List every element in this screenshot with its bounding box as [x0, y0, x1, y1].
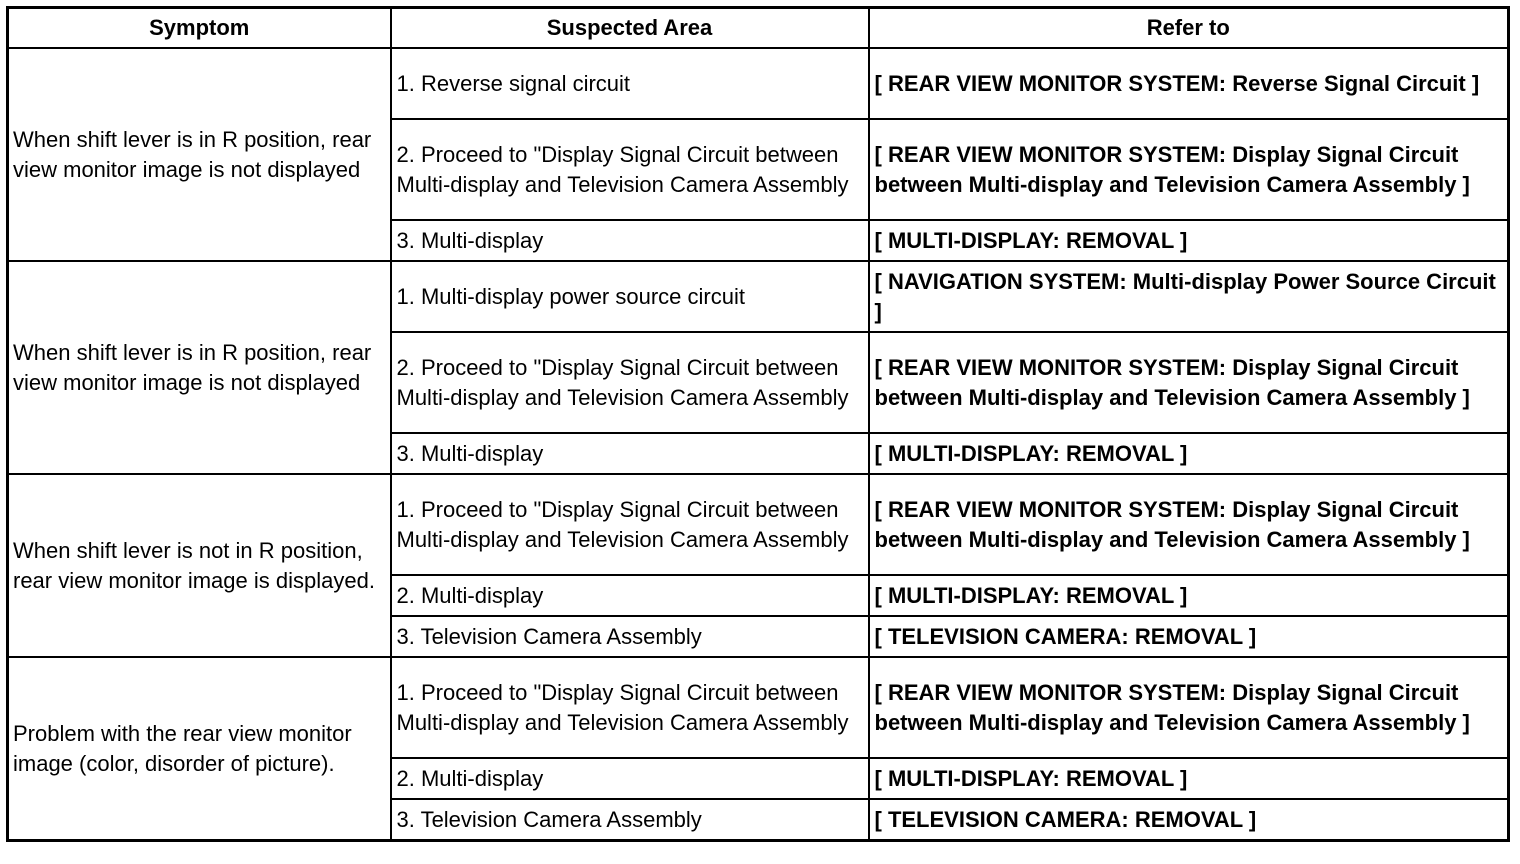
suspected-area-cell: 2. Proceed to "Display Signal Circuit between Multi-display and Television Camera Assembly	[391, 119, 869, 220]
refer-to-cell: [ REAR VIEW MONITOR SYSTEM: Display Signal Circuit between Multi-display and Television Camera Assembly ]	[869, 474, 1509, 575]
header-refer-to: Refer to	[869, 8, 1509, 49]
table-row	[8, 657, 1509, 758]
suspected-area-cell: 1. Multi-display power source circuit	[391, 261, 869, 332]
refer-to-cell: [ REAR VIEW MONITOR SYSTEM: Display Signal Circuit between Multi-display and Television Camera Assembly ]	[869, 119, 1509, 220]
symptom-cell: Problem with the rear view monitor image (color, disorder of picture).	[8, 657, 391, 841]
suspected-area-cell: 3. Television Camera Assembly	[391, 799, 869, 841]
refer-to-cell: [ REAR VIEW MONITOR SYSTEM: Display Signal Circuit between Multi-display and Television Camera Assembly ]	[869, 657, 1509, 758]
suspected-area-cell: 3. Multi-display	[391, 220, 869, 261]
suspected-area-cell: 1. Proceed to "Display Signal Circuit between Multi-display and Television Camera Assembly	[391, 657, 869, 758]
suspected-area-cell: 2. Proceed to "Display Signal Circuit between Multi-display and Television Camera Assembly	[391, 332, 869, 433]
diagnosis-table	[6, 6, 1510, 842]
header-suspected-area: Suspected Area	[391, 8, 869, 49]
suspected-area-cell: 1. Proceed to "Display Signal Circuit between Multi-display and Television Camera Assembly	[391, 474, 869, 575]
table-row	[8, 48, 1509, 119]
refer-to-cell: [ MULTI-DISPLAY: REMOVAL ]	[869, 758, 1509, 799]
refer-to-cell: [ MULTI-DISPLAY: REMOVAL ]	[869, 433, 1509, 474]
refer-to-cell: [ REAR VIEW MONITOR SYSTEM: Reverse Signal Circuit ]	[869, 48, 1509, 119]
symptom-cell: When shift lever is in R position, rear view monitor image is not displayed	[8, 48, 391, 261]
table-row	[8, 474, 1509, 575]
refer-to-cell: [ NAVIGATION SYSTEM: Multi-display Power Source Circuit ]	[869, 261, 1509, 332]
suspected-area-cell: 3. Television Camera Assembly	[391, 616, 869, 657]
table-row	[8, 261, 1509, 332]
refer-to-cell: [ MULTI-DISPLAY: REMOVAL ]	[869, 575, 1509, 616]
symptom-cell: When shift lever is in R position, rear view monitor image is not displayed	[8, 261, 391, 474]
refer-to-cell: [ TELEVISION CAMERA: REMOVAL ]	[869, 616, 1509, 657]
header-row	[8, 8, 1509, 49]
refer-to-cell: [ REAR VIEW MONITOR SYSTEM: Display Signal Circuit between Multi-display and Television Camera Assembly ]	[869, 332, 1509, 433]
suspected-area-cell: 2. Multi-display	[391, 575, 869, 616]
refer-to-cell: [ TELEVISION CAMERA: REMOVAL ]	[869, 799, 1509, 841]
suspected-area-cell: 1. Reverse signal circuit	[391, 48, 869, 119]
header-symptom: Symptom	[8, 8, 391, 49]
refer-to-cell: [ MULTI-DISPLAY: REMOVAL ]	[869, 220, 1509, 261]
suspected-area-cell: 3. Multi-display	[391, 433, 869, 474]
symptom-cell: When shift lever is not in R position, rear view monitor image is displayed.	[8, 474, 391, 657]
suspected-area-cell: 2. Multi-display	[391, 758, 869, 799]
